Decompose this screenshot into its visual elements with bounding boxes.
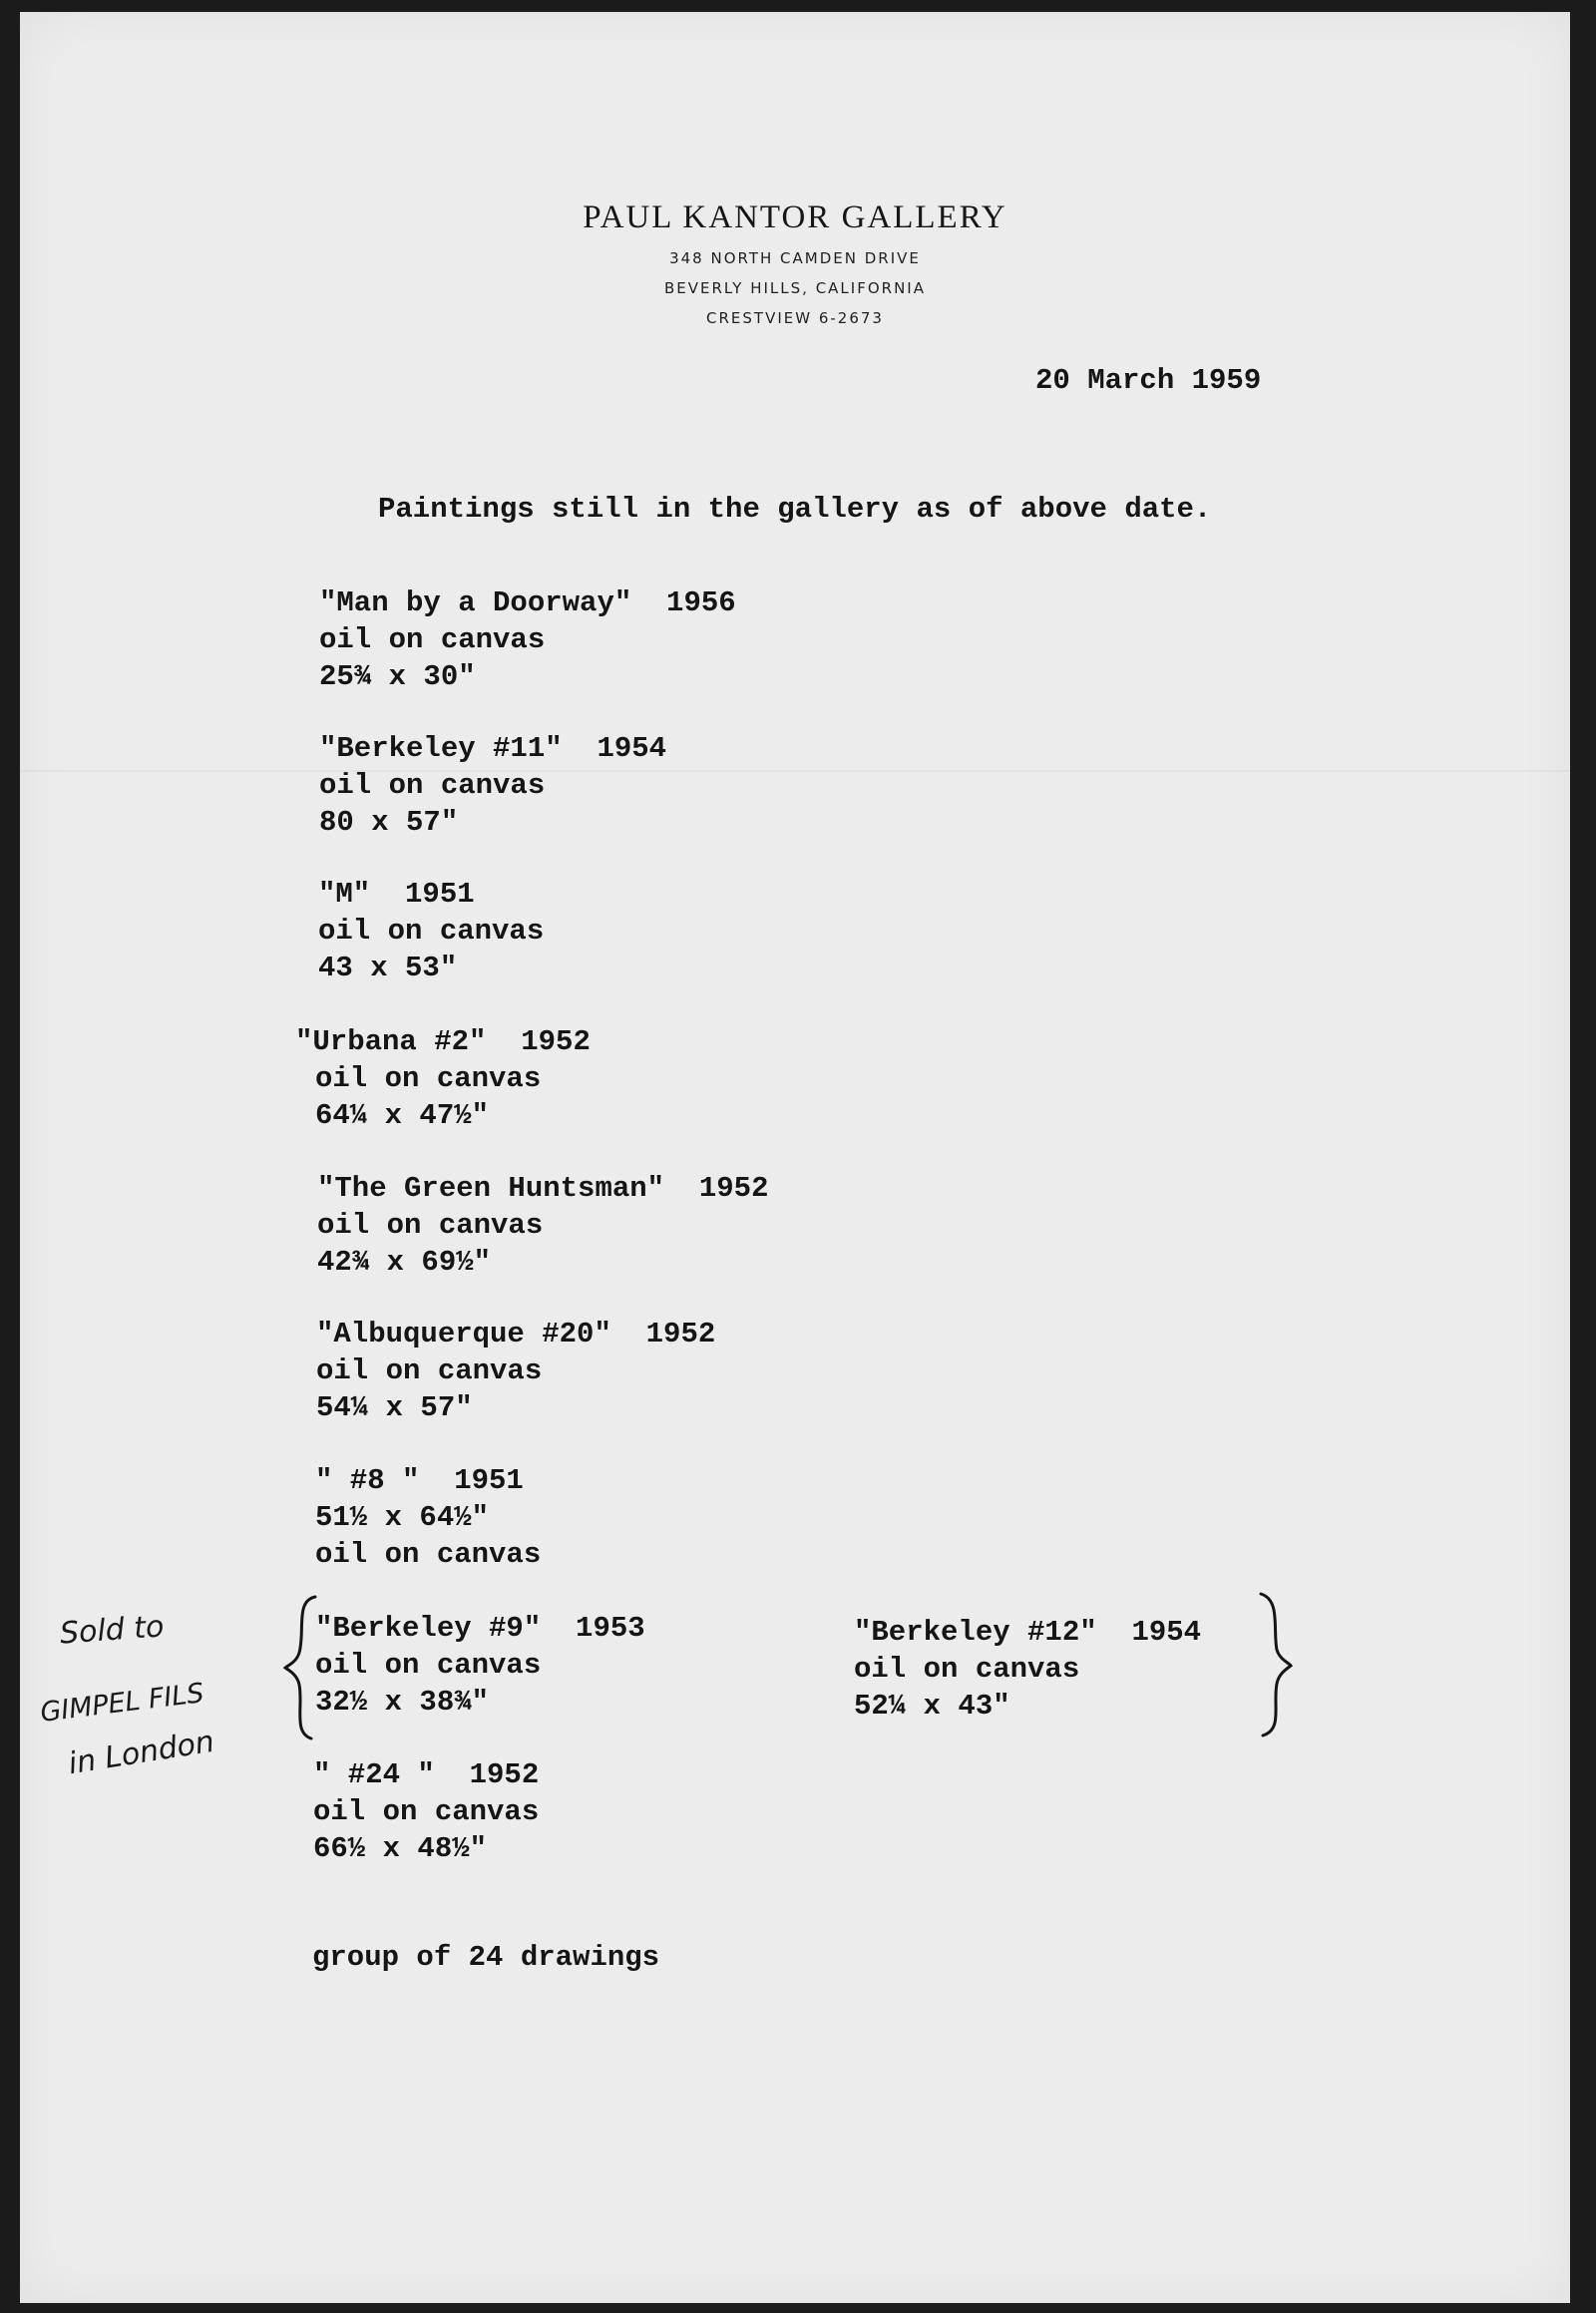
letterhead-address-city: BEVERLY HILLS, CALIFORNIA xyxy=(664,279,926,297)
painting-medium: oil on canvas xyxy=(317,1209,544,1242)
painting-title: "Man by a Doorway" 1956 xyxy=(319,586,736,619)
painting-title: " #8 " 1951 xyxy=(315,1464,524,1497)
painting-size: 64¼ x 47½" xyxy=(315,1099,490,1132)
drawings-entry: group of 24 drawings xyxy=(312,1941,660,1974)
painting-medium: oil on canvas xyxy=(318,915,545,948)
painting-entry-24 xyxy=(313,1756,539,1867)
painting-entry-berkeley-11 xyxy=(319,730,666,841)
letter-date: 20 March 1959 xyxy=(1035,364,1262,397)
handwritten-note-line-1: Sold to xyxy=(58,1609,166,1652)
painting-entry-berkeley-9 xyxy=(315,1610,645,1721)
painting-title: "The Green Huntsman" 1952 xyxy=(317,1172,769,1205)
painting-title: "M" 1951 xyxy=(318,878,475,911)
painting-medium: oil on canvas xyxy=(319,623,546,656)
painting-entry-berkeley-12 xyxy=(854,1614,1201,1725)
painting-size: 32½ x 38¾" xyxy=(315,1686,490,1719)
painting-size: 80 x 57" xyxy=(319,806,459,839)
painting-entry-8 xyxy=(315,1462,541,1573)
painting-title: "Berkeley #11" 1954 xyxy=(319,732,667,765)
painting-size: 42¾ x 69½" xyxy=(317,1246,492,1279)
painting-medium: oil on canvas xyxy=(315,1062,542,1095)
painting-title: "Urbana #2" 1952 xyxy=(295,1025,591,1058)
painting-medium: oil on canvas xyxy=(316,1354,543,1387)
painting-entry-m xyxy=(318,876,544,986)
painting-entry-albuquerque-20 xyxy=(316,1316,715,1426)
handwritten-note-line-2: GIMPEL FILS xyxy=(38,1678,206,1729)
painting-title: "Berkeley #9" 1953 xyxy=(315,1612,645,1645)
painting-title: "Berkeley #12" 1954 xyxy=(854,1616,1202,1649)
letterhead-phone: CRESTVIEW 6-2673 xyxy=(706,309,884,327)
painting-medium: oil on canvas xyxy=(313,1795,540,1828)
handwritten-note-line-3: in London xyxy=(66,1724,217,1782)
letterhead-gallery-name: PAUL KANTOR GALLERY xyxy=(583,199,1007,235)
letter-heading: Paintings still in the gallery as of above date. xyxy=(378,493,1212,526)
painting-size: 52¼ x 43" xyxy=(854,1690,1010,1723)
painting-entry-the-green-huntsman xyxy=(317,1170,768,1281)
painting-title: " #24 " 1952 xyxy=(313,1758,540,1791)
painting-medium: oil on canvas xyxy=(315,1649,542,1682)
painting-entry-man-by-a-doorway xyxy=(319,584,736,695)
painting-size: 54¼ x 57" xyxy=(316,1391,473,1424)
painting-size: 43 x 53" xyxy=(318,952,458,984)
paper-fold-line xyxy=(20,770,1570,772)
painting-size: 25¾ x 30" xyxy=(319,660,476,693)
painting-medium: oil on canvas xyxy=(315,1538,542,1571)
painting-medium: oil on canvas xyxy=(854,1653,1080,1686)
handwritten-left-brace-icon xyxy=(281,1593,321,1742)
handwritten-right-brace-icon xyxy=(1255,1590,1295,1739)
painting-medium: oil on canvas xyxy=(319,769,546,802)
painting-entry-urbana-2 xyxy=(295,1023,591,1134)
document-page xyxy=(20,12,1570,2303)
painting-title: "Albuquerque #20" 1952 xyxy=(316,1318,716,1350)
letterhead-address-street: 348 NORTH CAMDEN DRIVE xyxy=(669,249,921,267)
painting-size: 66½ x 48½" xyxy=(313,1832,488,1865)
painting-size: 51½ x 64½" xyxy=(315,1501,490,1534)
